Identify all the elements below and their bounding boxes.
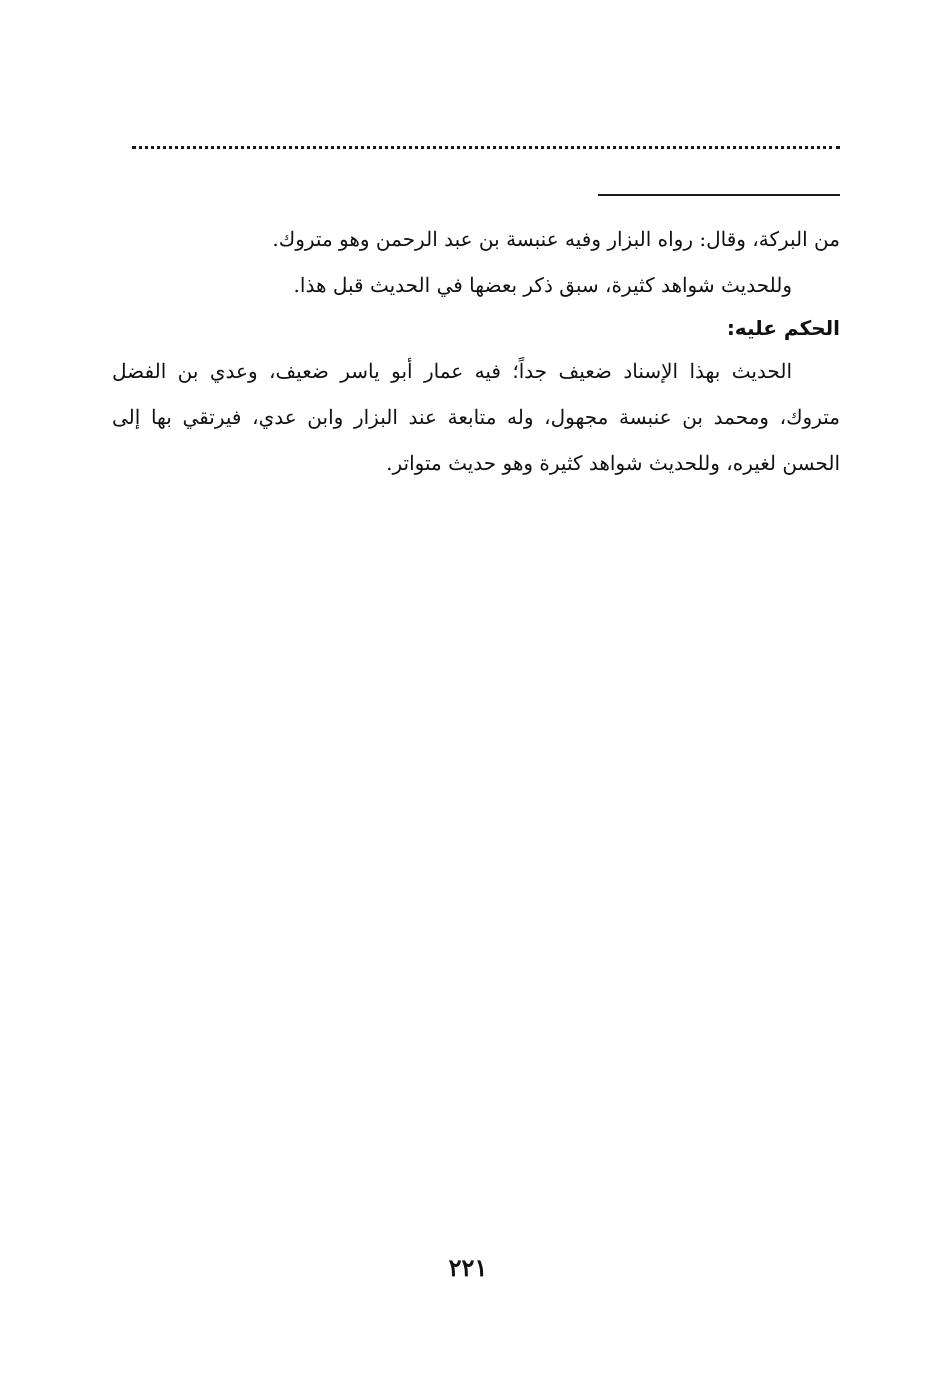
dotted-separator xyxy=(132,146,840,149)
section-heading: الحكم عليه: xyxy=(726,316,840,340)
footnote-line-2: وللحديث شواهد كثيرة، سبق ذكر بعضها في الحديث قبل هذا. xyxy=(293,273,792,297)
footnote-line-1: من البركة، وقال: رواه البزار وفيه عنبسة بن عبد الرحمن وهو متروك. xyxy=(272,227,840,251)
page-number: ٢٢١ xyxy=(448,1253,488,1282)
page-text-block xyxy=(112,216,840,486)
footnote-separator-line xyxy=(598,194,840,196)
ruling-paragraph: الحديث بهذا الإسناد ضعيف جداً؛ فيه عمار أبو ياسر ضعيف، وعدي بن الفضل متروك، ومحمد بن عنبسة مجهول، وله متابعة عند البزار وابن عدي، فيرتقي بها إلى الحسن لغيره، وللحديث شواهد كثيرة وهو حديث متواتر. xyxy=(112,359,840,475)
